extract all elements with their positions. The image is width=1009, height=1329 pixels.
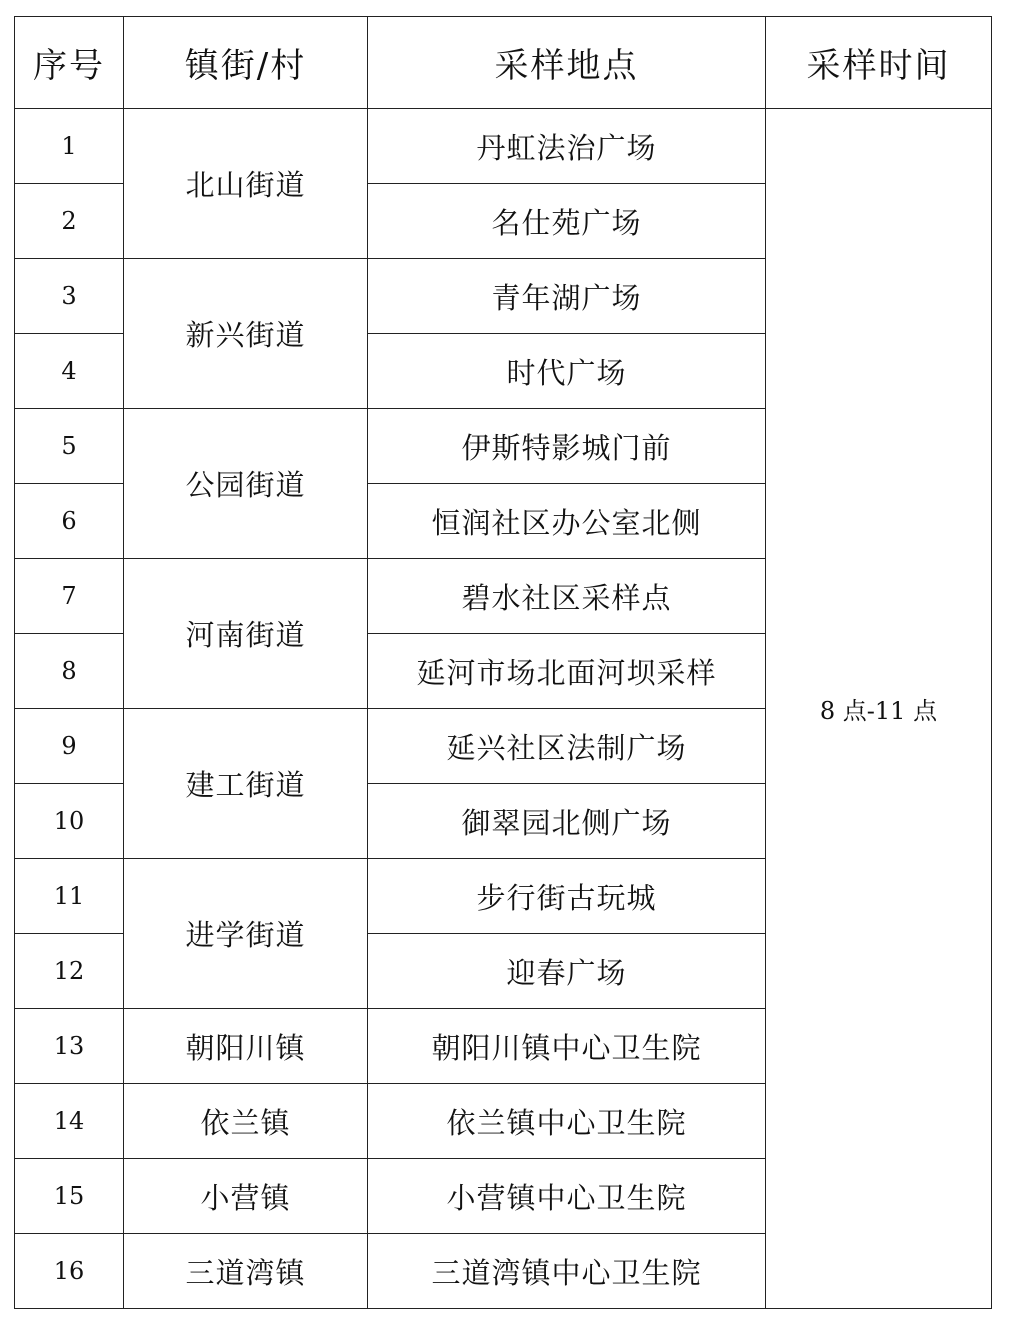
- site-cell: 步行街古玩城: [368, 859, 766, 934]
- site-cell: 三道湾镇中心卫生院: [368, 1234, 766, 1309]
- site-cell: 伊斯特影城门前: [368, 409, 766, 484]
- seq-cell: 5: [15, 409, 124, 484]
- seq-cell: 12: [15, 934, 124, 1009]
- town-cell: 河南街道: [124, 559, 368, 709]
- header-time: 采样时间: [766, 17, 992, 109]
- header-site: 采样地点: [368, 17, 766, 109]
- site-cell: 延兴社区法制广场: [368, 709, 766, 784]
- sampling-time-cell: 8 点-11 点: [766, 109, 992, 1309]
- site-cell: 青年湖广场: [368, 259, 766, 334]
- seq-cell: 1: [15, 109, 124, 184]
- table-row: [15, 109, 992, 184]
- seq-cell: 13: [15, 1009, 124, 1084]
- seq-cell: 4: [15, 334, 124, 409]
- seq-cell: 6: [15, 484, 124, 559]
- seq-cell: 10: [15, 784, 124, 859]
- site-cell: 延河市场北面河坝采样: [368, 634, 766, 709]
- site-cell: 小营镇中心卫生院: [368, 1159, 766, 1234]
- seq-cell: 16: [15, 1234, 124, 1309]
- seq-cell: 3: [15, 259, 124, 334]
- town-cell: 三道湾镇: [124, 1234, 368, 1309]
- seq-cell: 15: [15, 1159, 124, 1234]
- sampling-schedule-table: [14, 16, 992, 1309]
- site-cell: 时代广场: [368, 334, 766, 409]
- town-cell: 朝阳川镇: [124, 1009, 368, 1084]
- header-seq: 序号: [15, 17, 124, 109]
- seq-cell: 8: [15, 634, 124, 709]
- site-cell: 迎春广场: [368, 934, 766, 1009]
- site-cell: 名仕苑广场: [368, 184, 766, 259]
- site-cell: 御翠园北侧广场: [368, 784, 766, 859]
- seq-cell: 2: [15, 184, 124, 259]
- town-cell: 公园街道: [124, 409, 368, 559]
- site-cell: 依兰镇中心卫生院: [368, 1084, 766, 1159]
- seq-cell: 11: [15, 859, 124, 934]
- site-cell: 碧水社区采样点: [368, 559, 766, 634]
- town-cell: 进学街道: [124, 859, 368, 1009]
- site-cell: 朝阳川镇中心卫生院: [368, 1009, 766, 1084]
- seq-cell: 9: [15, 709, 124, 784]
- header-row: [15, 17, 992, 109]
- town-cell: 依兰镇: [124, 1084, 368, 1159]
- header-town: 镇街/村: [124, 17, 368, 109]
- seq-cell: 14: [15, 1084, 124, 1159]
- town-cell: 小营镇: [124, 1159, 368, 1234]
- town-cell: 建工街道: [124, 709, 368, 859]
- site-cell: 丹虹法治广场: [368, 109, 766, 184]
- town-cell: 新兴街道: [124, 259, 368, 409]
- seq-cell: 7: [15, 559, 124, 634]
- town-cell: 北山街道: [124, 109, 368, 259]
- site-cell: 恒润社区办公室北侧: [368, 484, 766, 559]
